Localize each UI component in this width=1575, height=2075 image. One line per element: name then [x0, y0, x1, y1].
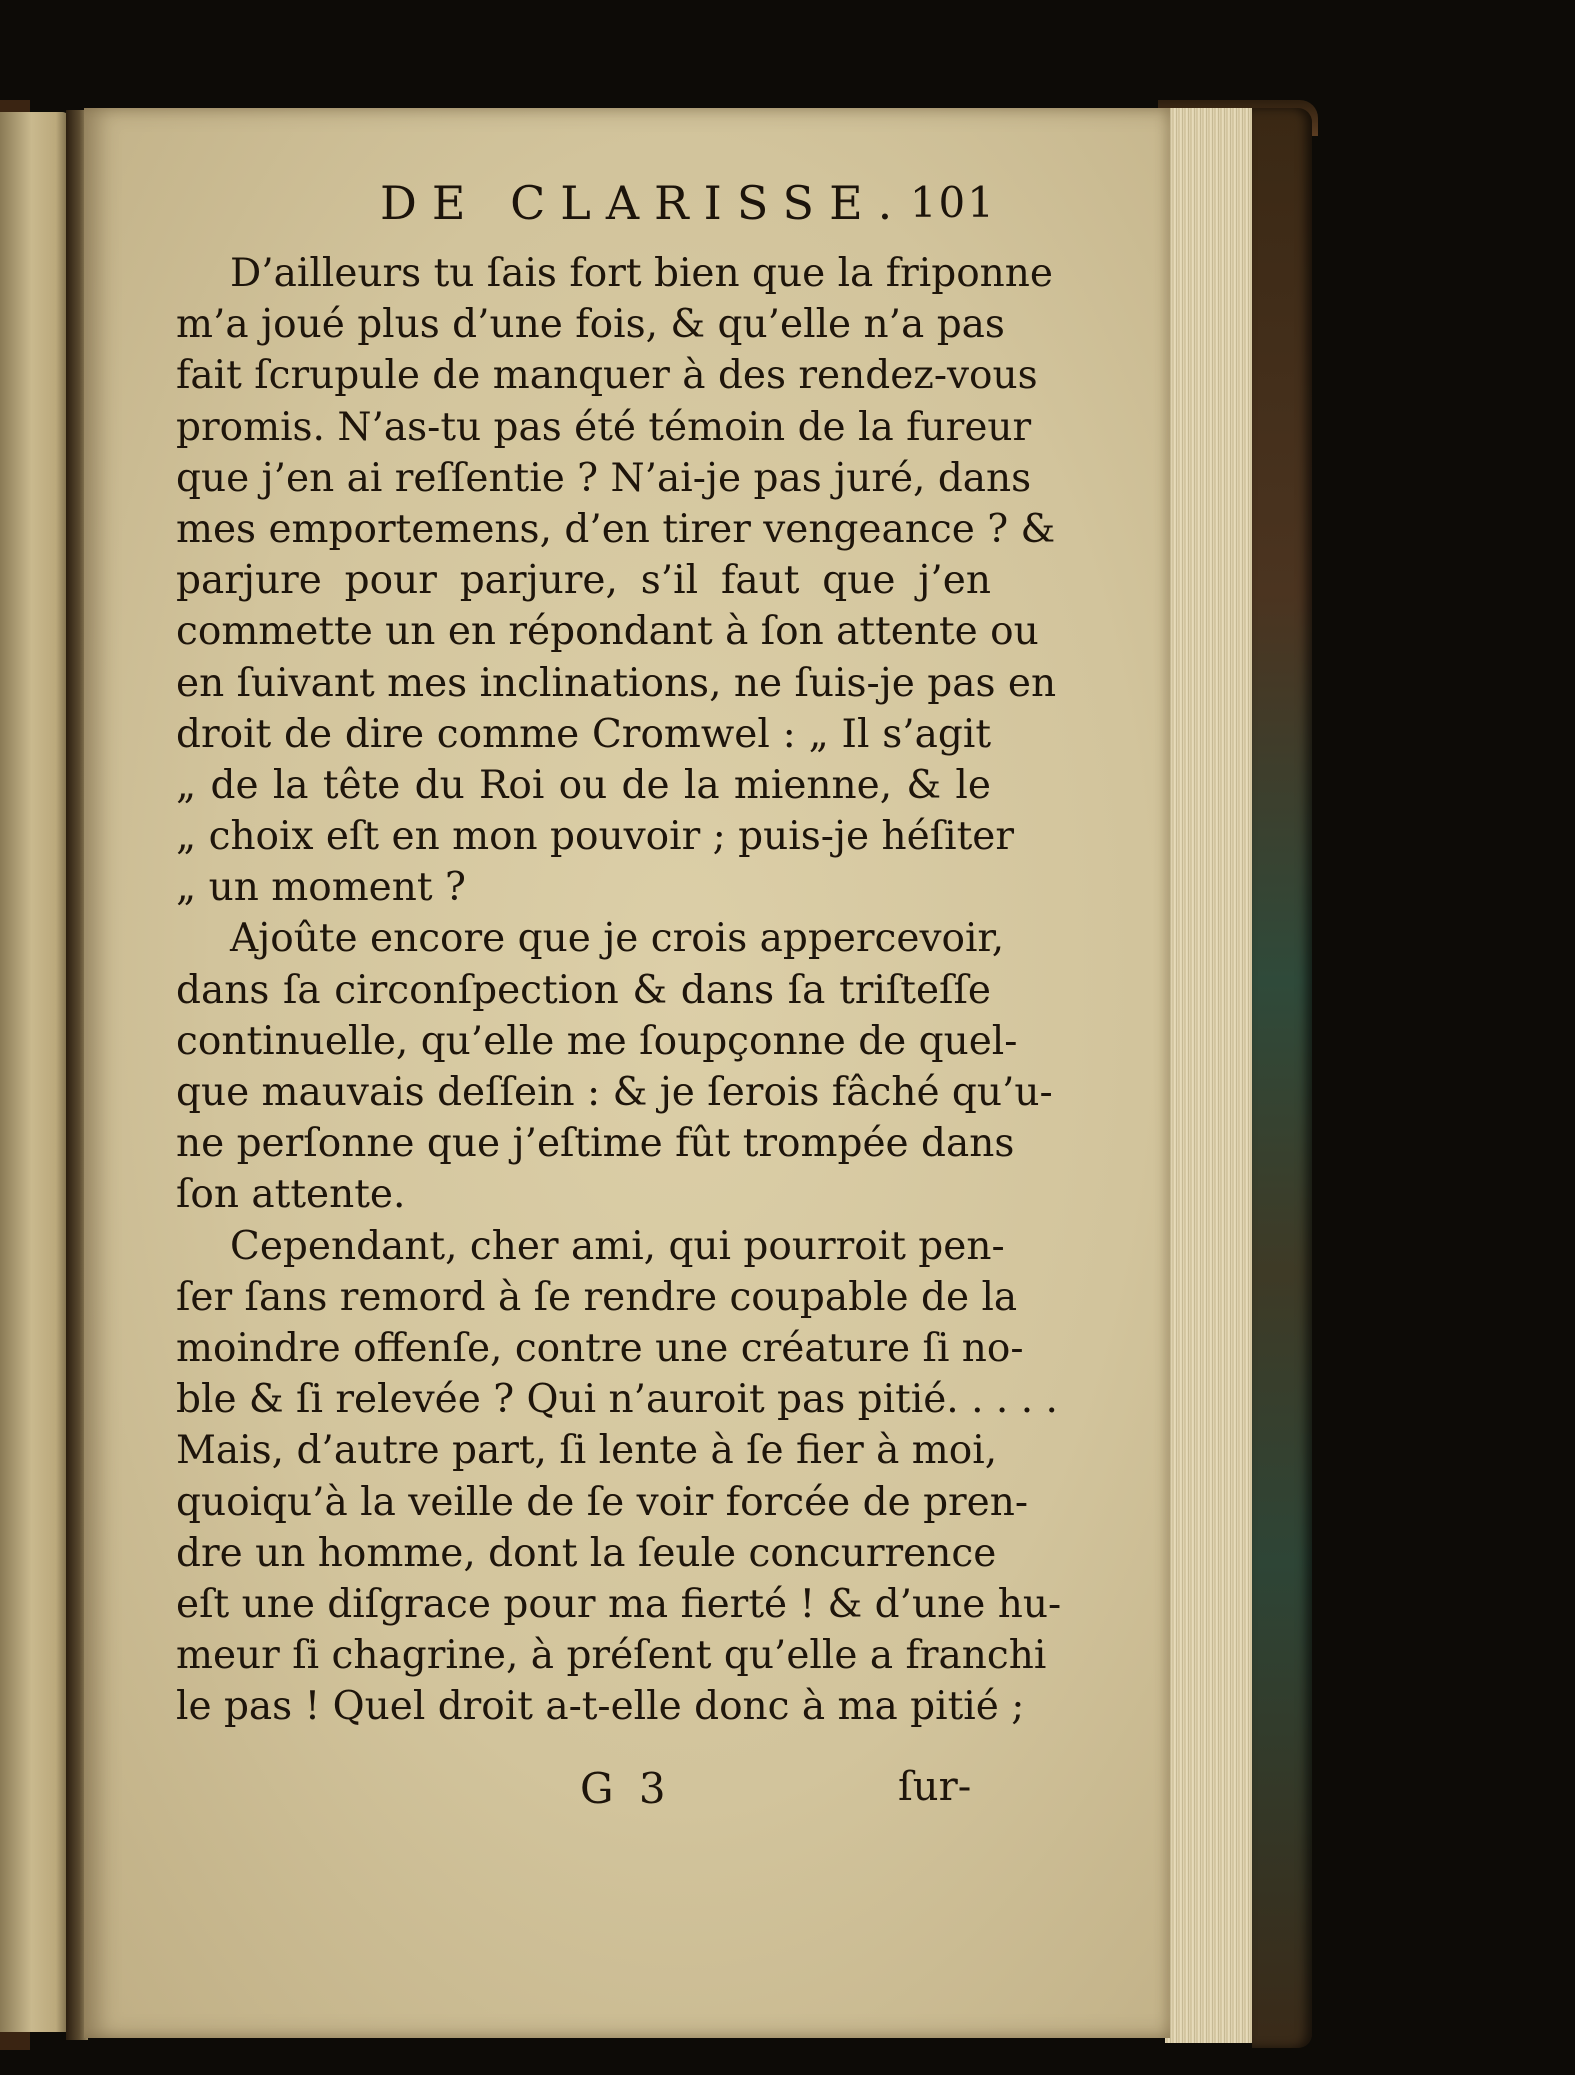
text-line: droit de dire comme Cromwel : „ Il s’agit: [176, 711, 991, 757]
text-line: Cependant, cher ami, qui pourroit pen-: [230, 1223, 1005, 1269]
text-line: promis. N’as-tu pas été témoin de la fureur: [176, 404, 1032, 450]
text-line: mes emportemens, d’en tirer vengeance ? &: [176, 506, 1056, 552]
text-line: commette un en répondant à ſon attente ou: [176, 609, 1039, 655]
text-line: quoiqu’à la veille de ſe voir forcée de pren-: [176, 1479, 1029, 1525]
text-line: ne perſonne que j’eſtime fût trompée dans: [176, 1121, 1015, 1167]
text-line: D’ailleurs tu ſais fort bien que la friponne: [230, 251, 1053, 296]
body-text: [176, 248, 1062, 1732]
text-line: fait ſcrupule de manquer à des rendez-vous: [176, 353, 1038, 399]
text-line: meur ſi chagrine, à préſent qu’elle a franchi: [176, 1633, 1047, 1679]
running-head: [380, 176, 996, 236]
signature-mark: G 3: [580, 1764, 672, 1813]
page-edges: [1165, 108, 1257, 2043]
catchword: ſur-: [898, 1764, 972, 1810]
text-line: que mauvais deſſein : & je ſerois fâché qu’u-: [176, 1070, 1053, 1115]
text-line: continuelle, qu’elle me ſoupçonne de quel-: [176, 1018, 1018, 1064]
text-line: ſer ſans remord à ſe rendre coupable de la: [176, 1274, 1018, 1320]
text-line: m’a joué plus d’une fois, & qu’elle n’a pas: [176, 302, 1005, 348]
text-line: parjure pour parjure, s’il faut que j’en: [176, 558, 991, 604]
text-line: „ choix eſt en mon pouvoir ; puis-je héſiter: [176, 814, 1015, 860]
text-line: le pas ! Quel droit a-t-elle donc à ma pitié ;: [176, 1684, 1025, 1730]
text-line: que j’en ai reſſentie ? N’ai-je pas juré, dans: [176, 455, 1032, 501]
text-line: ſon attente.: [176, 1172, 406, 1218]
text-line: moindre offenſe, contre une créature ſi no-: [176, 1325, 1024, 1371]
text-line: ble & ſi relevée ? Qui n’auroit pas pitié. . . . .: [176, 1377, 1058, 1423]
right-cover-board: [1252, 108, 1312, 2048]
facing-page-edge: [0, 112, 70, 2032]
running-head-title: DE CLARISSE.: [380, 176, 908, 230]
text-line: Mais, d’autre part, ſi lente à ſe fier à moi,: [176, 1428, 998, 1474]
text-line: eſt une diſgrace pour ma fierté ! & d’une hu-: [176, 1581, 1062, 1627]
text-line: Ajoûte encore que je crois appercevoir,: [230, 916, 1005, 962]
page-number: 101: [909, 178, 996, 227]
text-line: „ de la tête du Roi ou de la mienne, & le: [176, 762, 991, 808]
text-line: dre un homme, dont la ſeule concurrence: [176, 1530, 997, 1576]
text-line: „ un moment ?: [176, 865, 466, 911]
text-line: en ſuivant mes inclinations, ne ſuis-je pas en: [176, 660, 1057, 706]
text-line: dans ſa circonſpection & dans ſa triſteſſe: [176, 967, 991, 1013]
